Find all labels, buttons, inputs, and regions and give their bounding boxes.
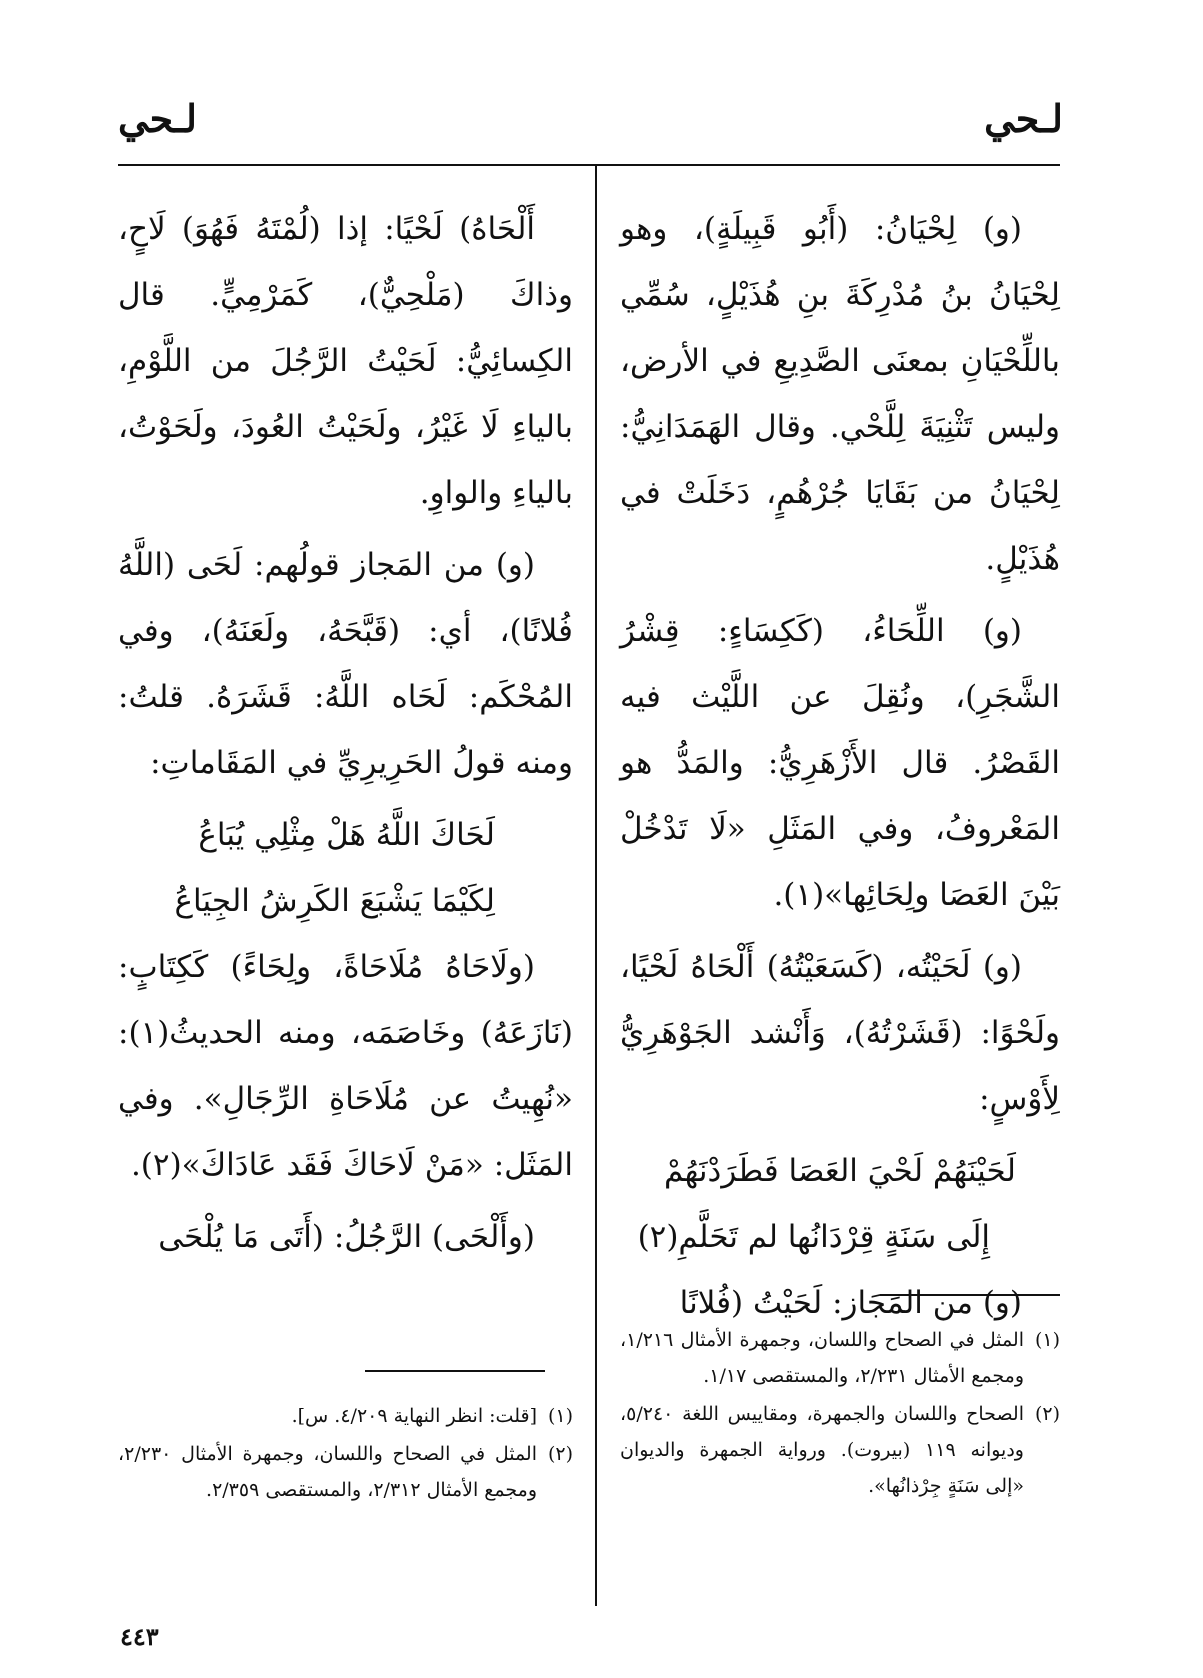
entry-lihyan: (و) لِحْيَانُ: (أَبُو قَبِيلَةٍ)، وهو لِحْيَانُ بنُ مُدْرِكَةَ بنِ هُذَيْلٍ، سُمِّي باللِّحْيَانِ بمعنَى الصَّدِيعِ في الأرض، وليس تَثْنِيَةَ لِلَّحْي. وقال الهَمَدَانِيُّ: لِحْيَانُ من بَقَايَا جُرْهُمٍ، دَخَلَتْ في هُذَيْلٍ. bbox=[620, 211, 1060, 577]
running-head-left: لـحي bbox=[118, 96, 197, 141]
entry-alhahu: أَلْحَاهُ) لَحْيًا: إذا (لُمْتَهُ فَهُوَ) لَاحٍ، وذاكَ (مَلْحِيٌّ)، كَمَرْمِيٍّ. قال الكِسائِيُّ: لَحَيْتُ الرَّجُلَ من اللَّوْمِ، بالياءِ لَا غَيْرُ، ولَحَيْتُ العُودَ، ولَحَوْتُ، بالياءِ والواوِ. bbox=[118, 211, 573, 511]
entry-lahaytuhu: (و) لَحَيْتُه، (كَسَعَيْتُهُ) أَلْحَاهُ لَحْيًا، ولَحْوًا: (قَشَرْتُهُ)، وَأَنْشد الجَوْهَرِيُّ لِأَوْسٍ: bbox=[620, 949, 1060, 1117]
footnote-number: (١) bbox=[547, 1405, 573, 1427]
footnote-rule-right bbox=[880, 1294, 1060, 1296]
poem-line-1: لَحَيْنَهُمْ لَحْيَ العَصَا فَطَرَدْنَهُمْ bbox=[664, 1153, 1016, 1189]
footnote bbox=[620, 1396, 1060, 1504]
footnote-text: المثل في الصحاح واللسان، وجمهرة الأمثال ١/٢١٦، ومجمع الأمثال ٢/٢٣١، والمستقصى ١/١٧. bbox=[620, 1329, 1024, 1387]
footnote-number: (٢) bbox=[547, 1443, 573, 1465]
footnotes-left bbox=[118, 1398, 573, 1510]
entry-lihaa: (و) اللِّحَاءُ، (كَكِسَاءٍ: قِشْرُ الشَّجَرِ)، ونُقِلَ عن اللَّيْث فيه القَصْرُ. قال الأَزْهَرِيُّ: والمَدُّ هو المَعْروفُ، وفي المَثَلِ «لَا تَدْخُلْ بَيْنَ العَصَا ولِحَائِها»(١). bbox=[620, 613, 1060, 913]
poem-line-2: لِكَيْمَا يَشْبَعَ الكَرِشُ الجِيَاعُ bbox=[174, 883, 495, 919]
footnote-number: (١) bbox=[1034, 1329, 1060, 1351]
footnote bbox=[118, 1398, 573, 1434]
header-rule bbox=[118, 164, 1060, 166]
footnote bbox=[620, 1322, 1060, 1394]
footnote-rule-left bbox=[365, 1370, 545, 1372]
column-divider bbox=[595, 166, 597, 1606]
entry-lahaAllah: (و) من المَجاز قولُهم: لَحَى (اللَّهُ فُلانًا)، أي: (قَبَّحَهُ، ولَعَنَهُ)، وفي المُحْكَم: لَحَاه اللَّهُ: قَشَرَهُ. قلتُ: ومنه قولُ الحَرِيرِيِّ في المَقَاماتِ: bbox=[118, 547, 573, 781]
page-number: ٤٤٣ bbox=[120, 1622, 159, 1651]
footnotes-right bbox=[620, 1322, 1060, 1506]
footnote-text: المثل في الصحاح واللسان، وجمهرة الأمثال ٢/٢٣٠، ومجمع الأمثال ٢/٣١٢، والمستقصى ٢/٣٥٩. bbox=[118, 1443, 537, 1501]
footnote-number: (٢) bbox=[1034, 1403, 1060, 1425]
right-column bbox=[620, 196, 1060, 1342]
entry-majaz: (و) من المَجَاز: لَحَيْتُ (فُلانًا bbox=[679, 1285, 1022, 1321]
footnote-text: الصحاح واللسان والجمهرة، ومقاييس اللغة ٥/٢٤٠، وديوانه ١١٩ (بيروت). ورواية الجمهرة والديوان «إلى سَنَةٍ جِرْذانُها». bbox=[620, 1403, 1024, 1497]
entry-lahahu: (ولَاحَاهُ مُلَاحَاةً، ولِحَاءً) كَكِتَابٍ: (نَازَعَهُ) وخَاصَمَه، ومنه الحديثُ(١): «نُهِيتُ عن مُلَاحَاةِ الرِّجَالِ». وفي المَثَل: «مَنْ لَاحَاكَ فَقَد عَادَاكَ»(٢). bbox=[118, 949, 573, 1183]
entry-alha: (وأَلْحَى) الرَّجُلُ: (أَتَى مَا يُلْحَى bbox=[158, 1219, 535, 1255]
poem-line-2: إِلَى سَنَةٍ قِرْدَانُها لم تَحَلَّمِ(٢) bbox=[637, 1219, 990, 1255]
footnote-text: [قلت: انظر النهاية ٤/٢٠٩. س]. bbox=[291, 1405, 537, 1427]
left-column bbox=[118, 196, 573, 1276]
footnote bbox=[118, 1436, 573, 1508]
running-head-right: لـحي bbox=[984, 96, 1063, 141]
poem-line-1: لَحَاكَ اللَّهُ هَلْ مِثْلِي يُبَاعُ bbox=[198, 817, 495, 853]
